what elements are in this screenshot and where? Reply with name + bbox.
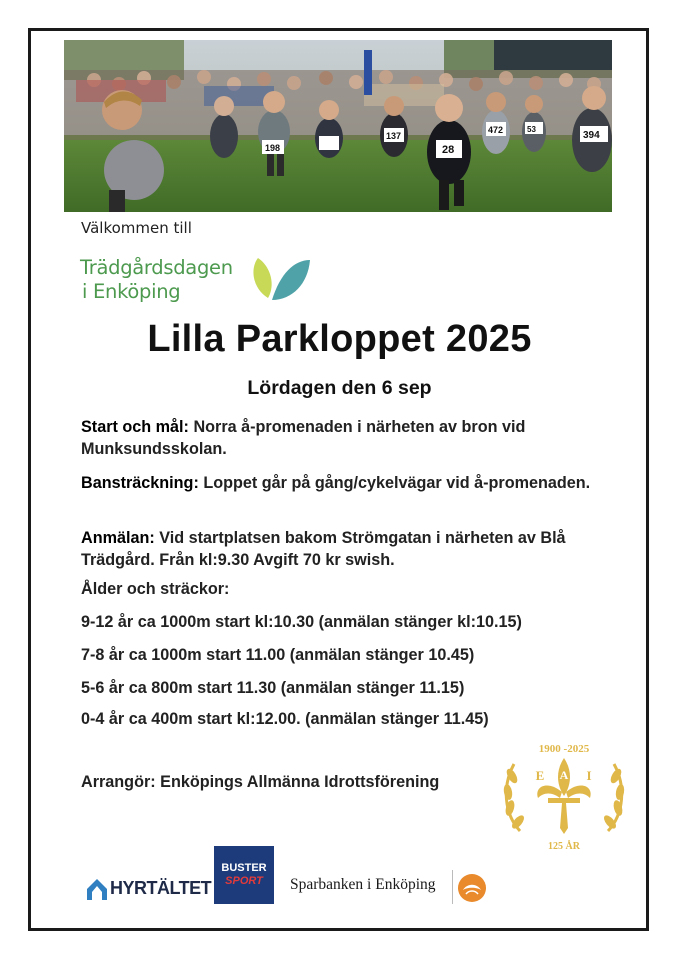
bib-number: 472 (488, 125, 504, 135)
buster-line-2: SPORT (225, 875, 263, 887)
logo-line-1: Trädgårdsdagen (80, 256, 233, 279)
sponsor-sparbanken: Sparbanken i Enköping (290, 876, 436, 893)
info-registration (81, 527, 601, 571)
info-label: Start och mål: (81, 418, 189, 436)
race-class-item: 7-8 år ca 1000m start 11.00 (anmälan stänger 10.45) (81, 646, 475, 664)
info-text: Loppet går på gång/cykelvägar vid å-promenaden. (198, 474, 591, 492)
logo-line-2: i Enköping (82, 280, 181, 303)
emblem-letter: A (559, 768, 569, 782)
info-course (81, 472, 611, 494)
race-class-item: 5-6 år ca 800m start 11.30 (anmälan stänger 11.15) (81, 679, 465, 697)
race-start-photo (64, 40, 612, 212)
organizer-text: Arrangör: Enköpings Allmänna Idrottsförening (81, 773, 440, 791)
sparbanken-logo-icon (457, 873, 487, 903)
info-text: Vid startplatsen bakom Strömgatan i närheten av Blå Trädgård. Från kl:9.30 Avgift 70 kr swish. (81, 529, 566, 569)
emblem-letter: I (586, 768, 592, 783)
info-text: Norra å-promenaden i närheten av bron vid Munksundsskolan. (81, 418, 526, 458)
eai-anniversary-emblem (498, 736, 630, 856)
bib-number: 394 (583, 130, 600, 141)
tent-icon (86, 878, 108, 902)
emblem-letter: E (535, 768, 545, 783)
leaf-icon (250, 254, 312, 304)
sponsor-buster-sport (214, 846, 274, 904)
bib-number: 198 (265, 143, 281, 153)
info-label: Anmälan: (81, 529, 155, 547)
buster-line-1: BUSTER (221, 862, 267, 874)
welcome-text: Välkommen till (81, 219, 192, 237)
classes-heading: Ålder och sträckor: (81, 580, 230, 598)
tradgardsdagen-logo (80, 250, 315, 306)
race-class-item: 0-4 år ca 400m start kl:12.00. (anmälan stänger 11.45) (81, 710, 489, 728)
event-date: Lördagen den 6 sep (247, 377, 432, 399)
sponsor-hyrtaltet-name: HYRTÄLTET (110, 878, 212, 898)
race-class-item: 9-12 år ca 1000m start kl:10.30 (anmälan stänger kl:10.15) (81, 613, 522, 631)
emblem-anniversary: 125 ÅR (548, 841, 580, 852)
emblem-years: 1900 -2025 (538, 743, 590, 755)
bib-number: 137 (386, 131, 402, 141)
bib-number: 53 (527, 125, 536, 134)
sponsor-divider (452, 870, 453, 904)
info-label: Bansträckning: (81, 474, 199, 492)
info-start-finish (81, 416, 611, 460)
bib-number: 28 (442, 144, 455, 156)
event-title: Lilla Parkloppet 2025 (147, 318, 532, 360)
